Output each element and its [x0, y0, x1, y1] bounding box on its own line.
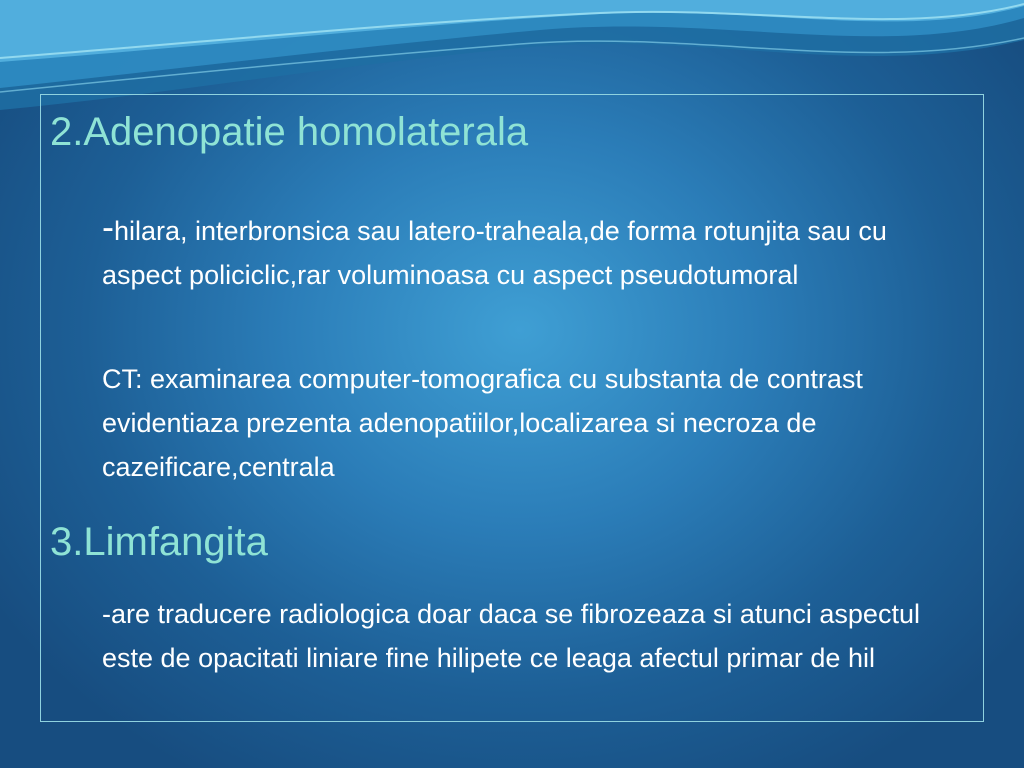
paragraph-hilara [102, 206, 972, 297]
section-heading-limfangita: 3.Limfangita [50, 520, 268, 564]
paragraph-limfangita: -are traducere radiologica doar daca se fibrozeaza si atunci aspectul este de opacitati liniare fine hilipete ce leaga afectul primar de hil [102, 599, 920, 673]
paragraph-ct: CT: examinarea computer-tomografica cu substanta de contrast evidentiaza prezenta adenopatiilor,localizarea si necroza de cazeificare,centrala [102, 364, 863, 482]
bullet-dash: - [102, 206, 114, 247]
section-heading-adenopatie: 2.Adenopatie homolaterala [50, 110, 529, 154]
paragraph-hilara-text: hilara, interbronsica sau latero-traheala,de forma rotunjita sau cu aspect policiclic,rar voluminoasa cu aspect pseudotumoral [102, 216, 887, 290]
